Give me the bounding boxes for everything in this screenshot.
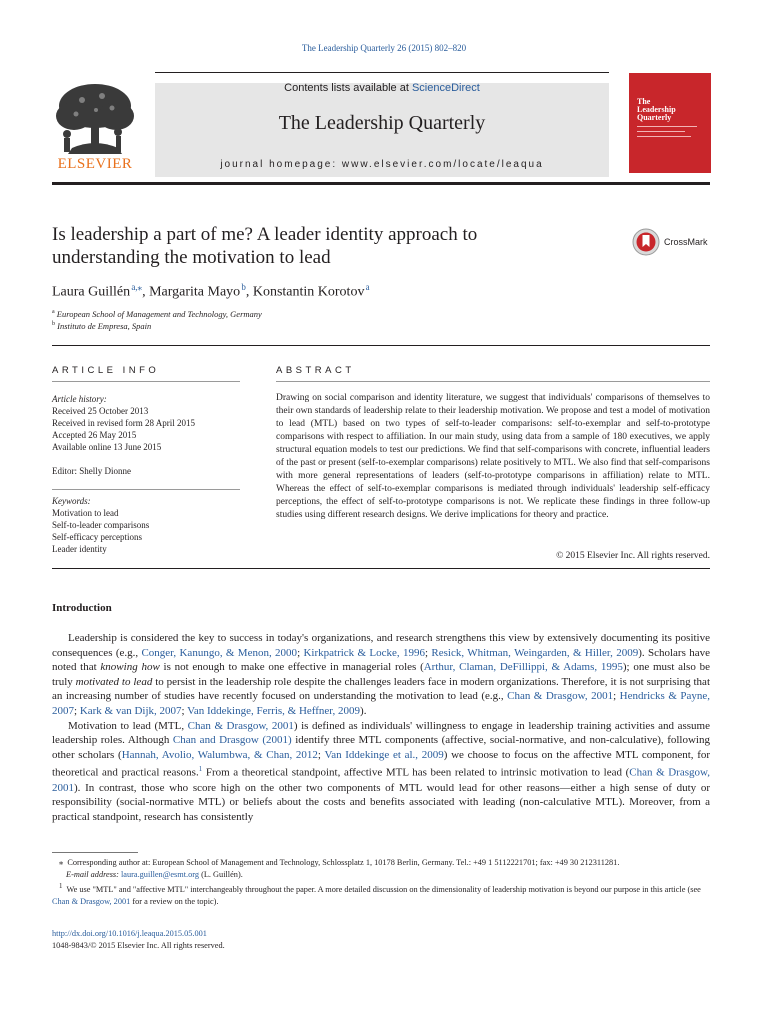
doi-block xyxy=(52,928,710,952)
citation-link[interactable]: Chan & Drasgow, 2001 xyxy=(187,719,294,732)
keywords xyxy=(52,495,252,555)
journal-homepage[interactable]: journal homepage: www.elsevier.com/locate/leaqua xyxy=(220,159,544,170)
article-history-label: Article history: xyxy=(52,394,107,404)
history-entry: Available online 13 June 2015 xyxy=(52,442,162,452)
author-name: Konstantin Korotov xyxy=(252,284,365,300)
footnote-text: We use "MTL" and "affective MTL" interchangeably throughout the paper. A more detailed discussion on the dimensionality of leadership motivation is beyond our purpose in this article (see xyxy=(66,884,701,894)
affiliation-text: European School of Management and Technology, Germany xyxy=(56,309,262,319)
citation-link[interactable]: Conger, Kanungo, & Menon, 2000 xyxy=(141,646,298,659)
article-info-rule xyxy=(52,381,240,382)
citation-link[interactable]: Arthur, Claman, DeFillippi, & Adams, 1995 xyxy=(423,661,623,674)
body-paragraph: Leadership is considered the key to success in today's organizations, and research strengthens this view by extensively documenting its positive consequences (e.g., Conger, Kanungo, & Menon, 2000; Kirkpatrick & Locke, 1996; Resick, Whitman, Weingarden, & Hiller, 2009). Scholars have noted that knowing how is not enough to make one effective in managerial roles (Arthur, Claman, DeFillippi, & Adams, 1995); one must also be truly motivated to lead to persist in the leadership role despite the challenges leaders face in modern organizations. Therefore, it is not surprising that an increasing number of studies have recently focused on understanding the motivation to lead (e.g., Chan & Drasgow, 2001; Hendricks & Payne, 2007; Kark & van Dijk, 2007; Van Iddekinge, Ferris, & Heffner, 2009). xyxy=(52,632,710,717)
footnote-line xyxy=(52,881,710,908)
citation-link[interactable]: Hannah, Avolio, Walumbwa, & Chan, 2012 xyxy=(121,748,318,761)
section-divider xyxy=(52,345,710,346)
email-label: E-mail address: xyxy=(66,870,121,879)
affiliation xyxy=(52,321,151,331)
title-line: Is leadership a part of me? A leader identity approach to xyxy=(52,224,478,245)
footnote-line xyxy=(52,869,710,881)
cover-decoration xyxy=(637,126,697,127)
author-list xyxy=(52,282,370,301)
crossmark-icon[interactable] xyxy=(632,228,660,256)
contents-prefix: Contents lists available at xyxy=(284,82,412,94)
cover-decoration xyxy=(637,136,691,137)
editor-line: Editor: Shelly Dionne xyxy=(52,466,131,476)
journal-reference[interactable]: The Leadership Quarterly 26 (2015) 802–820 xyxy=(301,43,467,53)
header-bottom-rule xyxy=(52,182,710,185)
affiliation-text: Instituto de Empresa, Spain xyxy=(57,321,152,331)
issn-copyright: 1048-9843/© 2015 Elsevier Inc. All rights reserved. xyxy=(52,941,225,950)
elsevier-wordmark: ELSEVIER xyxy=(57,156,133,172)
cover-title-line: Leadership xyxy=(637,105,676,114)
email-suffix: (L. Guillén). xyxy=(199,870,243,879)
citation-link[interactable]: Resick, Whitman, Weingarden, & Hiller, 2009 xyxy=(431,646,639,659)
keywords-label: Keywords: xyxy=(52,496,91,506)
citation-link[interactable]: Chan & Drasgow, 2001 xyxy=(52,767,710,794)
keyword-item: Self-efficacy perceptions xyxy=(52,532,143,542)
article-info-heading: ARTICLE INFO xyxy=(52,365,160,376)
author-affiliation-mark[interactable]: a xyxy=(365,282,370,292)
emphasis-text: knowing how xyxy=(100,661,160,674)
section-divider xyxy=(52,568,710,569)
cover-title-line: Quarterly xyxy=(637,113,672,122)
author-affiliation-mark[interactable]: a,⁎ xyxy=(131,282,143,292)
affiliation-mark: b xyxy=(52,321,55,328)
citation-link[interactable]: Kark & van Dijk, 2007 xyxy=(79,704,182,717)
abstract-heading: ABSTRACT xyxy=(276,365,355,376)
author-name: Margarita Mayo xyxy=(149,284,241,300)
header-top-rule xyxy=(155,72,609,73)
citation-link[interactable]: Chan and Drasgow (2001) xyxy=(172,734,292,747)
abstract-copyright: © 2015 Elsevier Inc. All rights reserved. xyxy=(556,551,710,561)
email-link[interactable]: laura.guillen@esmt.org xyxy=(121,870,199,879)
corresponding-author-text: Corresponding author at: European School of Management and Technology, Schlossplatz 1, 10178 Berlin, Germany. Tel.: +49 1 5112221701; fax: +49 30 212311281. xyxy=(67,858,620,867)
journal-cover-image[interactable] xyxy=(629,73,711,173)
citation-link[interactable]: Van Iddekinge et al., 2009 xyxy=(324,748,444,761)
keywords-rule xyxy=(52,489,240,490)
body-paragraph: Motivation to lead (MTL, Chan & Drasgow, 2001) is defined as individuals' willingness to engage in leadership training activities and assume leadership roles. Although Chan and Drasgow (2001) identify three MTL components (affective, social-normative, and non-calculative), following other scholars (Hannah, Avolio, Walumbwa, & Chan, 2012; Van Iddekinge et al., 2009) we choose to focus on the affective MTL component, for theoretical and practical reasons.$^1$ From a theoretical standpoint, affective MTL has been related to intrinsic motivation to lead (Chan & Drasgow, 2001). In contrast, those who score high on the other two components of MTL would lead for other reasons—either a high sense of duty or responsibility (social-normative MTL) or beliefs about the costs and benefits associated with leading (non-calculative MTL). Moreover, from a practical standpoint, research has consistently xyxy=(52,719,711,823)
citation-link[interactable]: Van Iddekinge, Ferris, & Heffner, 2009 xyxy=(187,704,361,717)
affiliation-mark: a xyxy=(52,309,55,316)
contents-line xyxy=(155,82,609,94)
author-separator: , xyxy=(142,284,150,300)
history-entry: Received in revised form 28 April 2015 xyxy=(52,418,195,428)
history-entry: Accepted 26 May 2015 xyxy=(52,430,137,440)
cover-title xyxy=(637,98,707,122)
citation-link[interactable]: Chan & Drasgow, 2001 xyxy=(507,690,614,703)
footnote-mark: 1 xyxy=(59,883,63,890)
article-history xyxy=(52,393,252,453)
author-name: Laura Guillén xyxy=(52,284,131,300)
journal-name: The Leadership Quarterly xyxy=(278,112,486,134)
sciencedirect-link[interactable]: ScienceDirect xyxy=(411,82,480,94)
cover-decoration xyxy=(637,131,685,132)
emphasis-text: motivated to lead xyxy=(75,675,153,688)
keyword-item: Self-to-leader comparisons xyxy=(52,520,150,530)
footnote-text: for a review on the topic). xyxy=(130,896,219,906)
article-title xyxy=(52,223,592,269)
keyword-item: Leader identity xyxy=(52,544,107,554)
citation-link[interactable]: Kirkpatrick & Locke, 1996 xyxy=(303,646,425,659)
introduction-body xyxy=(52,631,710,824)
author-affiliation-mark[interactable]: b xyxy=(241,282,246,292)
crossmark-label[interactable]: CrossMark xyxy=(664,237,708,247)
introduction-heading: Introduction xyxy=(52,602,112,614)
doi-link[interactable]: http://dx.doi.org/10.1016/j.leaqua.2015.05.001 xyxy=(52,929,207,938)
footnote-line xyxy=(52,857,710,869)
abstract-rule xyxy=(276,381,710,382)
footnote-corresponding xyxy=(52,857,710,908)
title-line: understanding the motivation to lead xyxy=(52,247,331,268)
footnote-ref[interactable]: 1 xyxy=(198,765,203,774)
footnote-mark: ⁎ xyxy=(59,858,64,867)
affiliation xyxy=(52,309,262,319)
keyword-item: Motivation to lead xyxy=(52,508,119,518)
cover-title-line: The xyxy=(637,97,651,106)
citation-link[interactable]: Hendricks & Payne, 2007 xyxy=(52,690,710,717)
citation-link[interactable]: Chan & Drasgow, 2001 xyxy=(52,896,131,906)
abstract-text: Drawing on social comparison and identity literature, we suggest that individuals' comparisons of themselves to their own standards of leadership relate to their leadership motivation. We propose and test a model of motivation to lead (MTL) based on two types of self-to-leader comparisons: self-to-exemplar and self-to-prototype comparisons with respect to affiliation. In our main study, using data from a sample of 180 executives, we apply structural equation models to test our predictions. We find that self-comparisons with concrete, influential leaders of the past or present (self-to-exemplar comparisons) relate positively to MTL. We also find that self-comparisons with more general representations of leaders (self-to-prototype comparisons in affiliation) relate to MTL. Whereas the effect of self-to-exemplar comparisons is mediated through individuals' leadership self-efficacy perceptions, the effect of self-to-prototype comparisons is not. We replicate these findings in three follow-up studies using different research designs. We derive implications for theory and practice. xyxy=(276,393,710,520)
footnote-divider xyxy=(52,852,138,853)
history-entry: Received 25 October 2013 xyxy=(52,406,149,416)
author-separator: , xyxy=(245,284,253,300)
